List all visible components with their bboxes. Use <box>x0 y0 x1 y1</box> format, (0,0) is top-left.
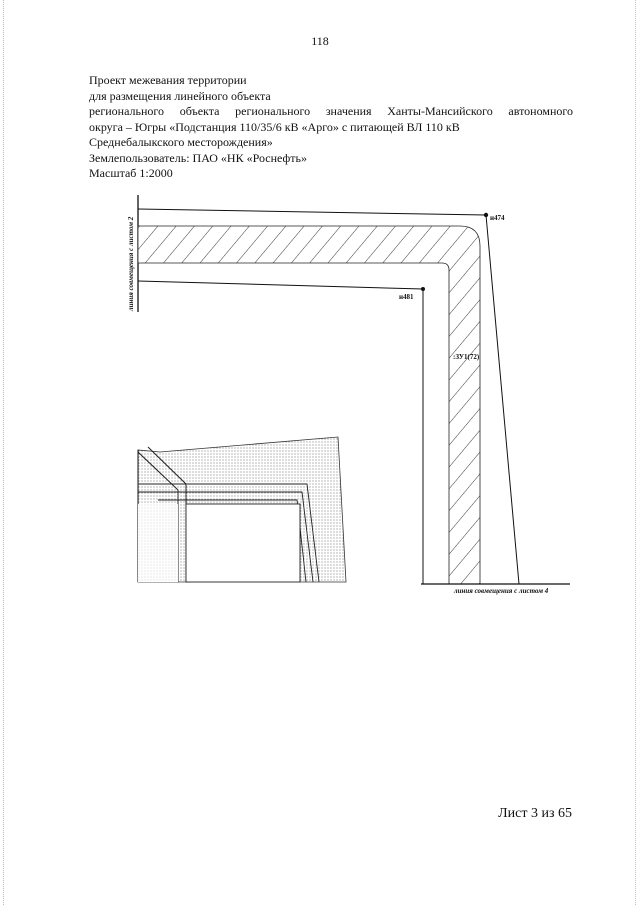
header-title-line-4: округа – Югры «Подстанция 110/35/6 кВ «Арго» с питающей ВЛ 110 кВ <box>89 119 460 134</box>
point-n481-marker <box>421 287 425 291</box>
land-user-line: Землепользователь: ПАО «НК «Роснефть» <box>89 150 307 165</box>
header-title-line-2: для размещения линейного объекта <box>89 88 271 103</box>
header-title-line-3: регионального объекта регионального значения Ханты-Мансийского автономного <box>89 104 573 118</box>
header-title-line-1: Проект межевания территории <box>89 73 247 87</box>
point-n474-label: н474 <box>490 214 505 222</box>
scale-line: Масштаб 1:2000 <box>89 166 173 180</box>
sheet-number: Лист 3 из 65 <box>498 806 572 821</box>
left-match-line-label: линия совмещения с листом 2 <box>127 216 135 311</box>
parcel-label: :ЗУ1(72) <box>453 353 480 361</box>
neighbor-left-dots <box>138 504 178 582</box>
point-n474-marker <box>484 213 488 217</box>
page-number: 118 <box>311 34 329 48</box>
point-n481-label: н481 <box>399 293 414 301</box>
bottom-match-line-label: линия совмещения с листом 4 <box>454 587 549 595</box>
header-title-line-5: Среднебалыкского месторождения» <box>89 135 273 149</box>
neighbor-inner-building <box>186 504 300 582</box>
